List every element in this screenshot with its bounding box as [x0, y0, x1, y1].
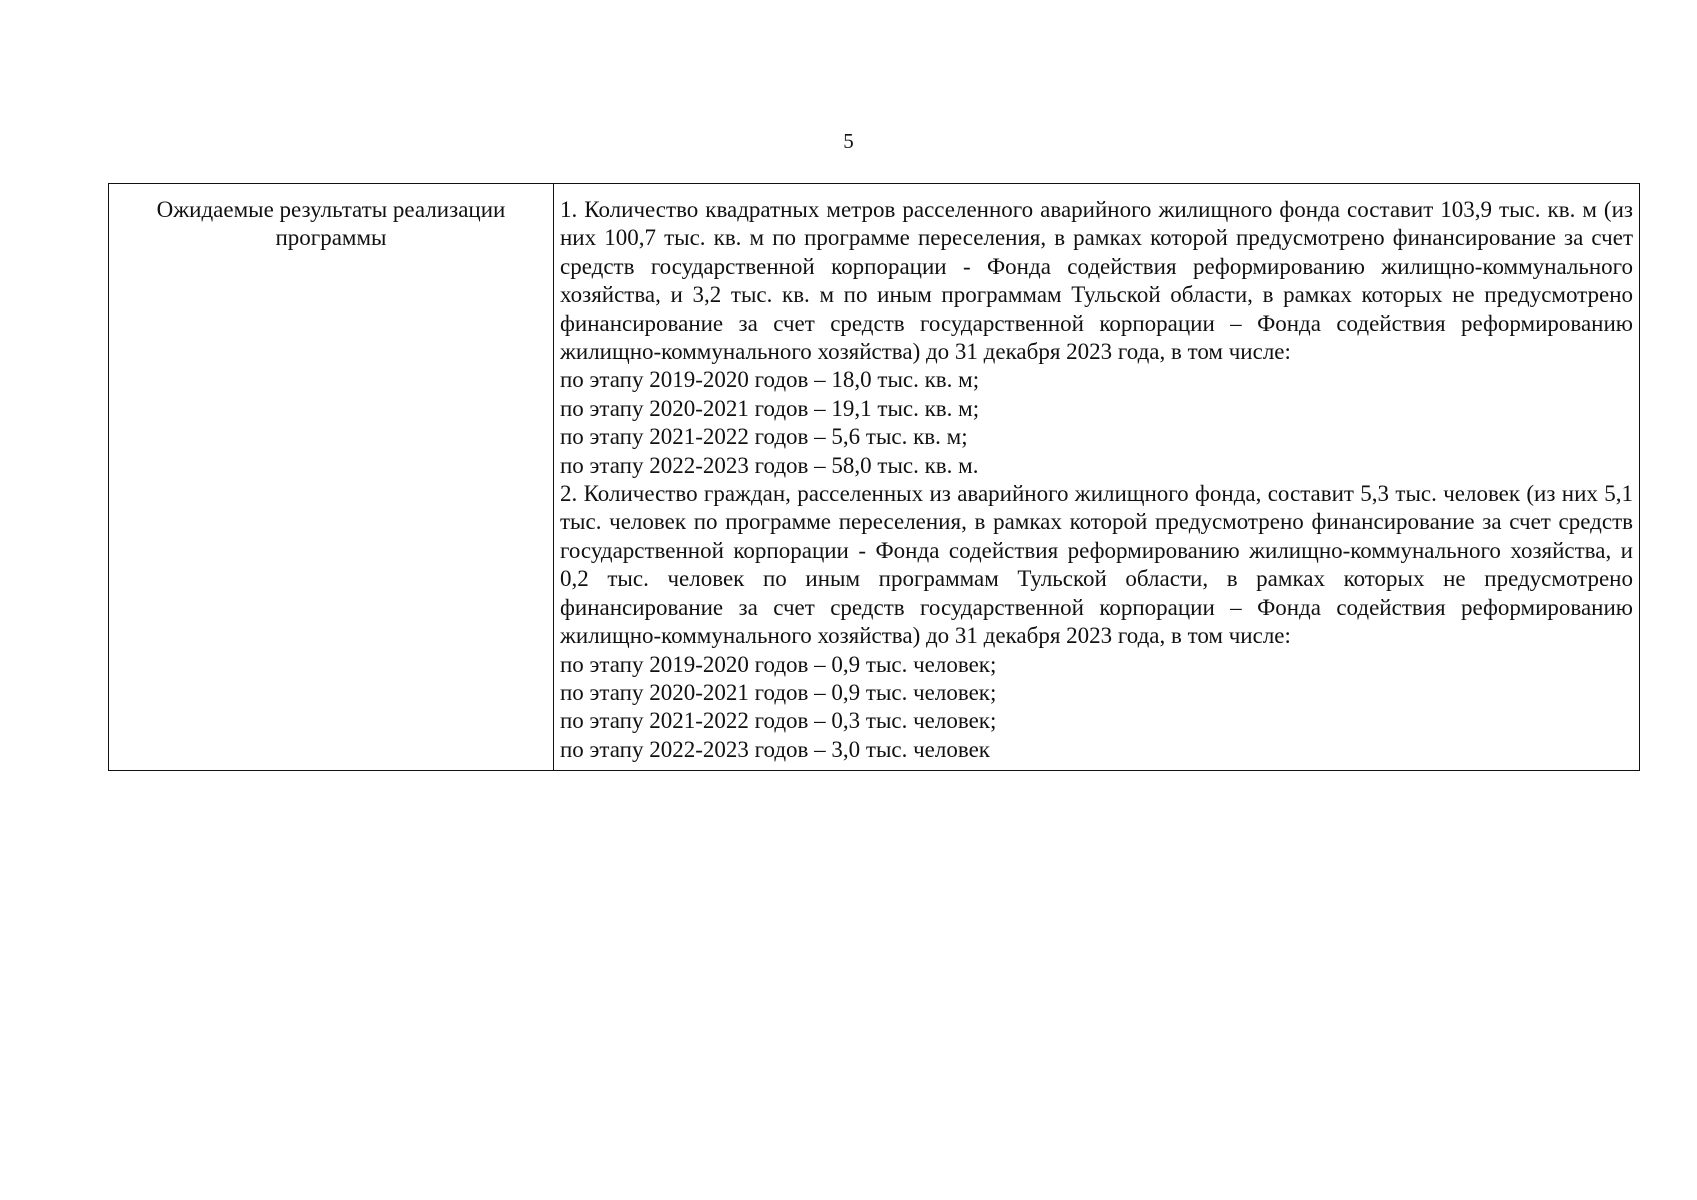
page-number: 5 — [843, 129, 854, 153]
table-row — [109, 184, 1640, 771]
stage-area-2019-2020: по этапу 2019-2020 годов – 18,0 тыс. кв. м; — [560, 367, 980, 393]
result-item-area: 1. Количество квадратных метров расселенного аварийного жилищного фонда составит 103,9 тыс. кв. м (из них 100,7 тыс. кв. м по программе переселения, в рамках которой предусмотрено финансирование за счет средств государственной корпорации - Фонда содействия реформированию жилищно-коммунального хозяйства, и 3,2 тыс. кв. м по иным программам Тульской области, в рамках которых не предусмотрено финансирование за счет средств государственной корпорации – Фонда содействия реформированию жилищно-коммунального хозяйства) до 31 декабря 2023 года, в том числе: — [560, 197, 1633, 365]
results-table — [108, 183, 1640, 771]
row-label: Ожидаемые результаты реализации программы — [109, 184, 554, 771]
stage-area-2020-2021: по этапу 2020-2021 годов – 19,1 тыс. кв. м; — [560, 395, 980, 421]
row-content — [554, 184, 1640, 771]
stage-citizens-2021-2022: по этапу 2021-2022 годов – 0,3 тыс. человек; — [560, 708, 997, 734]
stage-citizens-2019-2020: по этапу 2019-2020 годов – 0,9 тыс. человек; — [560, 651, 997, 677]
result-item-citizens: 2. Количество граждан, расселенных из аварийного жилищного фонда, составит 5,3 тыс. человек (из них 5,1 тыс. человек по программе переселения, в рамках которой предусмотрено финансирование за счет средств государственной корпорации - Фонда содействия реформированию жилищно-коммунального хозяйства, и 0,2 тыс. человек по иным программам Тульской области, в рамках которых не предусмотрено финансирование за счет средств государственной корпорации – Фонда содействия реформированию жилищно-коммунального хозяйства) до 31 декабря 2023 года, в том числе: — [560, 481, 1633, 649]
stage-citizens-2020-2021: по этапу 2020-2021 годов – 0,9 тыс. человек; — [560, 679, 997, 705]
stage-citizens-2022-2023: по этапу 2022-2023 годов – 3,0 тыс. человек — [560, 736, 990, 762]
stage-area-2021-2022: по этапу 2021-2022 годов – 5,6 тыс. кв. м; — [560, 424, 968, 450]
stage-area-2022-2023: по этапу 2022-2023 годов – 58,0 тыс. кв. м. — [560, 452, 979, 478]
